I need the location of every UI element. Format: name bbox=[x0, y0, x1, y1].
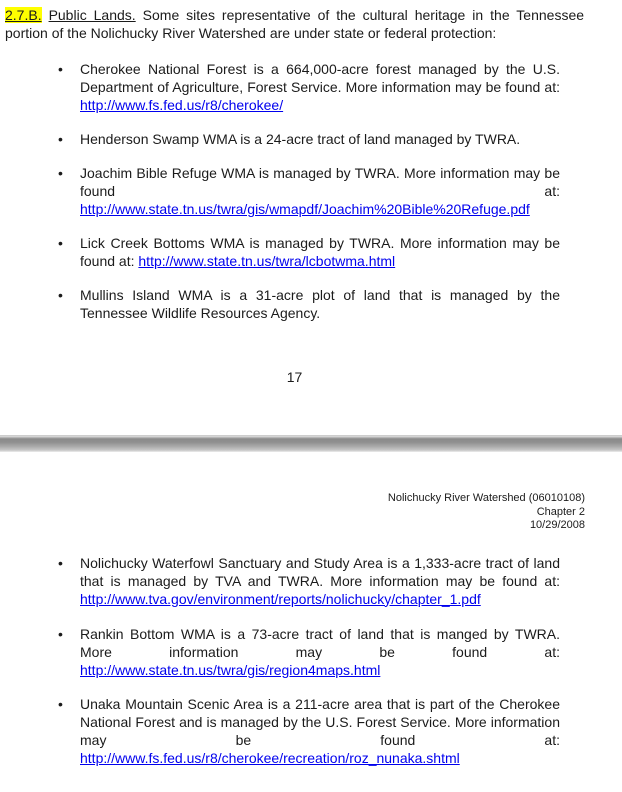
hyperlink[interactable]: http://www.tva.gov/environment/reports/nolichucky/chapter_1.pdf bbox=[80, 590, 481, 607]
header-watershed-line: Nolichucky River Watershed (06010108) bbox=[387, 492, 585, 504]
hyperlink[interactable]: http://www.state.tn.us/twra/lcbotwma.html bbox=[138, 253, 396, 269]
header-date-line: 10/29/2008 bbox=[529, 519, 585, 531]
section-number: 2.7.B. bbox=[5, 7, 42, 23]
list-item bbox=[80, 234, 560, 270]
section-intro-text: Some sites representative of the cultural heritage in the Tennessee portion of the Nolichucky River Watershed are under state or federal protection: bbox=[5, 7, 585, 41]
page-18 bbox=[0, 492, 622, 767]
page-header bbox=[0, 492, 622, 533]
list-item bbox=[80, 625, 560, 679]
list-item bbox=[80, 130, 560, 148]
header-chapter-line: Chapter 2 bbox=[536, 505, 585, 518]
bullet-text: Unaka Mountain Scenic Area is a 211-acre area that is part of the Cherokee National Forest and is managed by the U.S. Forest Service. More information may be found at: bbox=[80, 695, 560, 748]
hyperlink[interactable]: http://www.fs.fed.us/r8/cherokee/ bbox=[80, 97, 284, 113]
bullet-text: Rankin Bottom WMA is a 73-acre tract of land that is manged by TWRA. More information may be found at: bbox=[80, 625, 560, 660]
public-lands-list-page18 bbox=[0, 554, 622, 767]
bullet-text: Mullins Island WMA is a 31-acre plot of land that is managed by the Tennessee Wildlife Resources Agency. bbox=[80, 287, 560, 321]
bullet-text: Nolichucky Waterfowl Sanctuary and Study Area is a 1,333-acre tract of land that is managed by TVA and TWRA. More information may be found at: bbox=[80, 554, 560, 589]
page-17 bbox=[0, 0, 622, 386]
list-item bbox=[80, 164, 560, 218]
hyperlink[interactable]: http://www.fs.fed.us/r8/cherokee/recreation/roz_nunaka.shtml bbox=[80, 749, 460, 766]
list-item bbox=[80, 695, 560, 767]
hyperlink[interactable]: http://www.state.tn.us/twra/gis/wmapdf/Joachim%20Bible%20Refuge.pdf bbox=[80, 201, 530, 217]
list-item bbox=[80, 554, 560, 608]
public-lands-list-page17 bbox=[0, 60, 622, 322]
bullet-text: Lick Creek Bottoms WMA is managed by TWRA. More information may be found at: bbox=[80, 235, 560, 269]
list-item bbox=[80, 60, 560, 114]
section-title: Public Lands. bbox=[48, 7, 136, 23]
bullet-text: Joachim Bible Refuge WMA is managed by TWRA. More information may be found at: bbox=[80, 165, 560, 199]
bullet-text: Cherokee National Forest is a 664,000-acre forest managed by the U.S. Department of Agriculture, Forest Service. More information may be found at: bbox=[80, 61, 560, 95]
page-break-divider bbox=[0, 435, 622, 452]
section-heading bbox=[5, 0, 584, 42]
list-item bbox=[80, 286, 560, 322]
page-number: 17 bbox=[286, 369, 303, 385]
bullet-text: Henderson Swamp WMA is a 24-acre tract of land managed by TWRA. bbox=[80, 131, 521, 147]
hyperlink[interactable]: http://www.state.tn.us/twra/gis/region4maps.html bbox=[80, 661, 381, 678]
